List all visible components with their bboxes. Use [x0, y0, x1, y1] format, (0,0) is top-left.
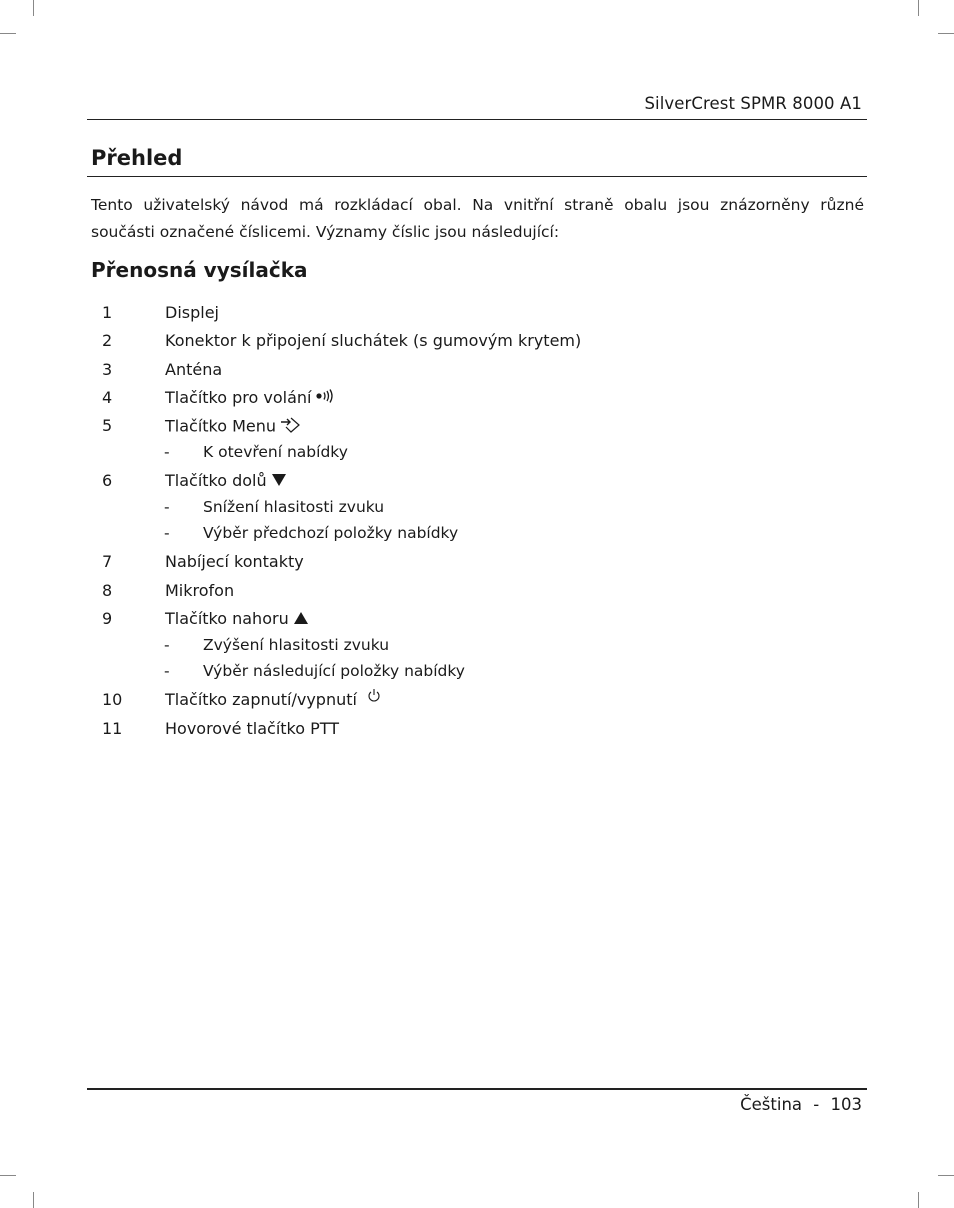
sub-item-label: Snížení hlasitosti zvuku	[203, 497, 385, 516]
crop-mark	[918, 1192, 919, 1208]
sub-item-marker: -	[164, 662, 170, 681]
sub-item-label: Výběr předchozí položky nabídky	[203, 524, 459, 543]
item-number: 1	[102, 303, 113, 322]
item-label	[165, 388, 335, 409]
item-label	[165, 581, 234, 600]
item-label-text: Tlačítko pro volání	[165, 387, 312, 407]
item-number: 11	[102, 718, 123, 738]
sub-item-marker: -	[164, 443, 170, 461]
item-label	[165, 609, 309, 629]
item-label	[165, 331, 581, 350]
item-number: 10	[102, 690, 123, 710]
item-number: 7	[102, 552, 113, 572]
item-label-text: Hovorové tlačítko PTT	[165, 718, 340, 738]
header-rule	[87, 119, 867, 120]
item-label-text: Konektor k připojení sluchátek (s gumovým krytem)	[165, 331, 582, 351]
item-label	[165, 303, 219, 322]
crop-mark	[938, 33, 954, 34]
subsection-title: Přenosná vysílačka	[91, 258, 308, 282]
footer-rule	[87, 1088, 867, 1090]
crop-mark	[938, 1175, 954, 1176]
sub-item-marker: -	[164, 497, 170, 516]
item-label	[165, 552, 304, 571]
sub-item-label: Výběr následující položky nabídky	[203, 662, 465, 681]
intro-paragraph: Tento uživatelský návod má rozkládací obal. Na vnitřní straně obalu jsou znázorněny různé součásti označené číslicemi. Významy číslic jsou následující:	[91, 196, 864, 241]
sub-item-label: Zvýšení hlasitosti zvuku	[203, 635, 390, 654]
item-label-text: Anténa	[165, 359, 223, 379]
running-header: SilverCrest SPMR 8000 A1	[644, 94, 862, 113]
section-title: Přehled	[91, 146, 183, 170]
item-label-text: Tlačítko dolů	[165, 471, 267, 490]
item-label-text: Tlačítko Menu	[165, 416, 277, 436]
item-number: 8	[102, 580, 113, 600]
item-label-text: Nabíjecí kontakty	[165, 552, 304, 572]
item-label	[165, 719, 339, 738]
crop-mark	[0, 1175, 16, 1176]
item-label	[165, 690, 381, 710]
call-icon	[315, 388, 335, 408]
item-label-text: Tlačítko zapnutí/vypnutí	[165, 690, 357, 710]
item-label-text: Mikrofon	[165, 580, 235, 600]
item-number: 3	[102, 359, 113, 379]
power-icon	[367, 687, 381, 706]
item-number: 9	[102, 608, 113, 628]
page-footer	[740, 1095, 862, 1114]
crop-mark	[33, 0, 34, 16]
sub-item-marker: -	[164, 524, 170, 543]
item-label	[165, 416, 302, 438]
sub-item-marker: -	[164, 635, 170, 654]
item-label-text: Displej	[165, 303, 219, 322]
item-label	[165, 360, 222, 379]
menu-icon	[280, 416, 302, 438]
sub-item-label: K otevření nabídky	[203, 443, 348, 461]
item-number: 2	[102, 331, 113, 351]
page-number: 103	[830, 1095, 862, 1114]
item-number: 5	[102, 416, 113, 436]
footer-separator: -	[813, 1095, 820, 1114]
crop-mark	[0, 33, 16, 34]
crop-mark	[33, 1192, 34, 1208]
item-number: 6	[102, 471, 113, 490]
item-label-text: Tlačítko nahoru	[165, 608, 289, 628]
item-label	[165, 471, 287, 491]
crop-mark	[918, 0, 919, 16]
footer-language: Čeština	[740, 1095, 803, 1114]
triangle-down-icon	[271, 472, 287, 491]
item-number: 4	[102, 387, 113, 407]
section-rule	[87, 176, 867, 177]
triangle-up-icon	[293, 610, 309, 629]
